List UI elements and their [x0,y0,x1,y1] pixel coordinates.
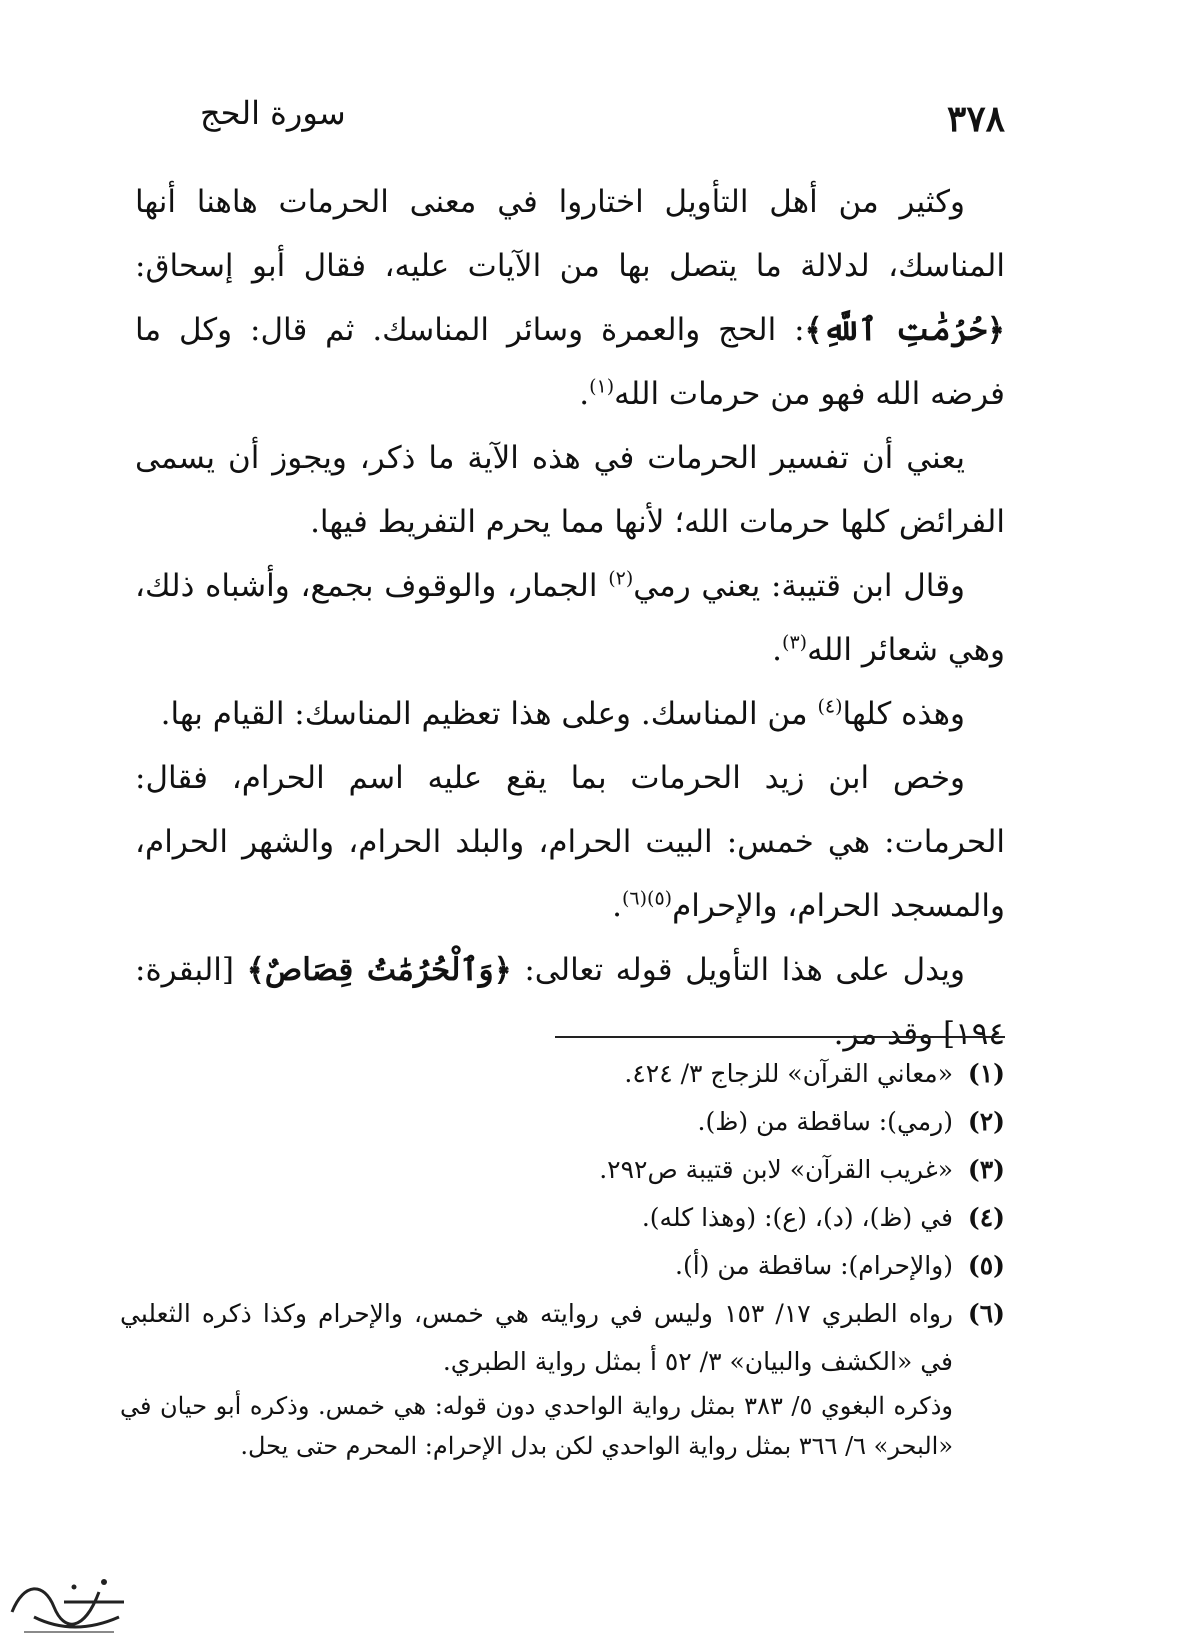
footnote-number: (٥) [967,1251,1005,1280]
page-header [200,92,1005,142]
footnote-text: «غريب القرآن» لابن قتيبة ص٢٩٢. [599,1155,953,1184]
paragraph-3-text-b: الجمار، والوقوف بجمع، وأشباه ذلك، وهي شعائر الله [135,568,1005,668]
quran-verse-1: ﴿حُرُمَٰتِ ٱللَّهِ﴾ [804,312,1006,348]
paragraph-6-text-a: ويدل على هذا التأويل قوله تعالى: [511,952,965,988]
paragraph-2-text: يعني أن تفسير الحرمات في هذه الآية ما ذكر، ويجوز أن يسمى الفرائض كلها حرمات الله؛ لأنها مما يحرم التفريط فيها. [135,440,1005,540]
paragraph-2 [135,426,1005,554]
footnote-text: رواه الطبري ١٧/ ١٥٣ وليس في روايته هي خمس، والإحرام وكذا ذكره الثعلبي في «الكشف والبيان» ٣/ ٥٢ أ بمثل رواية الطبري. [120,1299,953,1376]
footnote-ref-5-6: (٥)(٦) [621,887,673,910]
footnote-separator [555,1036,1005,1038]
footnote-ref-1: (١) [589,375,615,398]
footnote-ref-2: (٢) [608,567,634,590]
main-text [135,170,1005,1066]
footnote-item [120,1290,1005,1386]
footnote-number: (١) [967,1059,1005,1088]
footnote-text: (والإحرام): ساقطة من (أ). [675,1251,953,1280]
footnote-text: «معاني القرآن» للزجاج ٣/ ٤٢٤. [624,1059,953,1088]
surah-title: سورة الحج [200,94,346,132]
footnote-item [120,1146,1005,1194]
page-number: ٣٧٨ [946,98,1005,140]
footnote-continuation: وذكره البغوي ٥/ ٣٨٣ بمثل رواية الواحدي دون قوله: هي خمس. وذكره أبو حيان في «البحر» ٦/ ٣٦٦ بمثل رواية الواحدي لكن بدل الإحرام: المحرم حتى يحل. [120,1392,954,1460]
quran-verse-2: ﴿وَٱلْحُرُمَٰتُ قِصَاصٌ﴾ [246,952,512,988]
paragraph-5-text-b: . [612,888,622,924]
paragraph-5-text-a: وخص ابن زيد الحرمات بما يقع عليه اسم الحرام، فقال: الحرمات: هي خمس: البيت الحرام، والبلد الحرام، والشهر الحرام، والمسجد الحرام، والإحرام [135,760,1005,924]
paragraph-4 [135,682,1005,746]
paragraph-1-text-b: : الحج والعمرة وسائر المناسك. ثم قال: وكل ما فرضه الله فهو من حرمات الله [135,312,1005,412]
footnote-ref-3: (٣) [782,631,808,654]
footnote-item [120,1194,1005,1242]
footnote-number: (٤) [967,1203,1005,1232]
paragraph-3 [135,554,1005,682]
paragraph-6-text-b: [البقرة: ١٩٤] وقد مر. [135,952,1005,1052]
paragraph-6 [135,938,1005,1066]
footnote-text: (رمي): ساقطة من (ظ). [697,1107,953,1136]
publisher-logo [4,1562,134,1642]
footnote-item [120,1098,1005,1146]
footnotes [120,1050,1005,1466]
footnote-text: في (ظ)، (د)، (ع): (وهذا كله). [641,1203,953,1232]
paragraph-3-text-c: . [772,632,783,668]
footnote-number: (٦) [967,1299,1005,1328]
paragraph-5 [135,746,1005,938]
paragraph-4-text-b: من المناسك. وعلى هذا تعظيم المناسك: القيام بها. [160,696,818,732]
footnote-item [120,1050,1005,1098]
footnote-item [120,1242,1005,1290]
paragraph-3-text-a: وقال ابن قتيبة: يعني رمي [633,568,965,604]
footnote-ref-4: (٤) [817,695,843,718]
paragraph-4-text-a: وهذه كلها [842,696,965,732]
footnote-number: (٢) [967,1107,1005,1136]
paragraph-1 [135,170,1005,426]
paragraph-1-text-c: . [579,376,590,412]
paragraph-1-text-a: وكثير من أهل التأويل اختاروا في معنى الحرمات هاهنا أنها المناسك، لدلالة ما يتصل بها من الآيات عليه، فقال أبو إسحاق: [135,184,1005,284]
footnote-number: (٣) [967,1155,1005,1184]
